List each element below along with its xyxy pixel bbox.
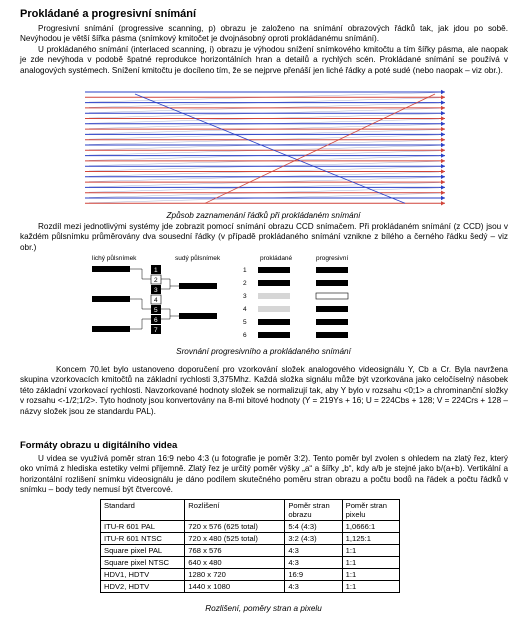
even-bar-1 bbox=[179, 283, 217, 289]
table-caption: Rozlišení, poměry stran a pixelu bbox=[205, 604, 322, 613]
table-cell: 1,0666:1 bbox=[342, 521, 399, 533]
paragraph-formats: U videa se využívá poměr stran 16:9 nebo 4:3 (u fotografie je poměr 3:2). Tento poměr byl zvolen s ohledem na zlatý řez, který oko vnímá z hlediska estetiky velmi příjemně. Zlatý řez je určitý poměr výšky „a“ a šířky „b“, kdy a/b je stejné jako b/(a+b). Vertikální a horizontální rozlišení snímku videosignálu je dáno podílem skutečného poměru stran obrazu a počtu bodů na řádek a počtu řádků v snímku – body tedy nemusí být čtvercové. bbox=[20, 454, 508, 495]
scan-line-arrow bbox=[441, 143, 445, 147]
scan-line-arrow bbox=[441, 106, 445, 110]
scan-line-arrow bbox=[441, 111, 445, 115]
cell-num-1: 1 bbox=[154, 267, 158, 274]
table-row bbox=[101, 557, 400, 569]
scan-line-arrow bbox=[441, 122, 445, 126]
table-header: Poměr stran pixelu bbox=[342, 500, 399, 521]
scan-line-arrow bbox=[441, 175, 445, 179]
scan-line-arrow bbox=[441, 138, 445, 142]
scan-line-arrow bbox=[441, 90, 445, 94]
table-row bbox=[101, 569, 400, 581]
table-cell: 768 x 576 bbox=[185, 545, 285, 557]
paragraph-interlaced: U prokládaného snímání (interlaced scanning, i) obrazu je výhodou snížení snímkového kmitočtu a tím šířky pásma, ale naopak je zde nevýhoda v podobě špatné reprodukce horizontálních hran a detailů a rychlých scén. Prokládané snímání se používá v analogových systémech. Snížení kmitočtu je docíleno tím, že se nejprve přenáší jen liché řádky a poté sudé (nebo naopak – viz obr.). bbox=[20, 45, 508, 75]
table-cell: 1440 x 1080 bbox=[185, 581, 285, 593]
label-even-field: sudý půlsnímek bbox=[175, 255, 221, 262]
figure2-caption: Srovnání progresivního a prokládaného snímání bbox=[176, 347, 351, 356]
section-title-scanning: Prokládané a progresivní snímání bbox=[20, 8, 197, 20]
interlaced-bars bbox=[258, 267, 290, 338]
table-header: Standard bbox=[101, 500, 185, 521]
table-cell: 5:4 (4:3) bbox=[285, 521, 342, 533]
table-row bbox=[101, 533, 400, 545]
table-cell: 1:1 bbox=[342, 581, 399, 593]
scan-line-arrow bbox=[441, 153, 445, 157]
table-cell: 16:9 bbox=[285, 569, 342, 581]
scan-lines bbox=[85, 90, 445, 206]
row-num-6: 6 bbox=[243, 332, 247, 339]
table-cell: 4:3 bbox=[285, 545, 342, 557]
row-num-1: 1 bbox=[243, 267, 247, 274]
table-cell: Square pixel PAL bbox=[101, 545, 185, 557]
cell-num-3: 3 bbox=[154, 287, 158, 294]
scan-line-arrow bbox=[441, 95, 445, 99]
comparison-figure bbox=[80, 252, 380, 348]
table-cell: 720 x 480 (525 total) bbox=[185, 533, 285, 545]
scan-line-arrow bbox=[441, 116, 445, 120]
table-cell: ITU-R 601 PAL bbox=[101, 521, 185, 533]
table-cell: 4:3 bbox=[285, 581, 342, 593]
table-row bbox=[101, 521, 400, 533]
table-cell: 1,125:1 bbox=[342, 533, 399, 545]
cell-num-7: 7 bbox=[154, 327, 158, 334]
odd-bar-1 bbox=[92, 266, 130, 272]
table-header: Rozlišení bbox=[185, 500, 285, 521]
odd-bar-2 bbox=[92, 296, 130, 302]
table-cell: HDV1, HDTV bbox=[101, 569, 185, 581]
scan-line-arrow bbox=[441, 201, 445, 205]
cell-num-2: 2 bbox=[154, 277, 158, 284]
interlace-figure bbox=[65, 86, 465, 212]
scan-line-arrow bbox=[441, 100, 445, 104]
scan-line-arrow bbox=[441, 164, 445, 168]
table-cell: 640 x 480 bbox=[185, 557, 285, 569]
cell-num-6: 6 bbox=[154, 317, 158, 324]
scan-line-arrow bbox=[441, 132, 445, 136]
table-cell: 3:2 (4:3) bbox=[285, 533, 342, 545]
scan-line-arrow bbox=[441, 196, 445, 200]
table-header-row bbox=[101, 500, 400, 521]
row-num-2: 2 bbox=[243, 280, 247, 287]
table-cell: 4:3 bbox=[285, 557, 342, 569]
scan-line-arrow bbox=[441, 185, 445, 189]
section-title-formats: Formáty obrazu u digitálního videa bbox=[20, 440, 178, 451]
row-num-4: 4 bbox=[243, 306, 247, 313]
table-cell: 1:1 bbox=[342, 545, 399, 557]
label-odd-field: lichý půlsnímek bbox=[92, 255, 137, 262]
table-cell: ITU-R 601 NTSC bbox=[101, 533, 185, 545]
row-num-5: 5 bbox=[243, 319, 247, 326]
paragraph-sampling: Koncem 70.let bylo ustanoveno doporučení pro vzorkování složek analogového videosignálu Y, Cb a Cr. Byla navržena skupina vzorkovacích kmitočtů na základní rychlosti 3,375Mhz. Každá složka signálu může být vzorkována jako celočíselný násobek této základní vzorkovací rychlosti. Navzorkované hodnoty složek se normalizují tak, aby Y bylo v rozsahu <0;1> a chrominanční složky v rozsahu <-1/2;1/2>. Tyto hodnoty jsou konvertovány na 8-mi bitové hodnoty (Y = 219Ys + 16; U = 224Cbs + 128; V = 224Crs + 128 – názvy složek jsou ze standardu PAL). bbox=[20, 365, 508, 416]
paragraph-progressive: Progresivní snímání (progressive scanning, p) obrazu je založeno na snímání obrazových řádků tak, jak jdou po sobě. Nevýhodou je větší šířka pásma (snímkový kmitočet je dvojnásobný oproti prokládanému snímání). bbox=[20, 24, 508, 44]
table-row bbox=[101, 545, 400, 557]
table-row bbox=[101, 581, 400, 593]
label-interlaced: prokládané bbox=[260, 255, 293, 262]
pixel-column bbox=[151, 265, 161, 334]
table-cell: 720 x 576 (625 total) bbox=[185, 521, 285, 533]
table-cell: 1:1 bbox=[342, 569, 399, 581]
cell-num-4: 4 bbox=[154, 297, 158, 304]
row-num-3: 3 bbox=[243, 293, 247, 300]
scan-line-arrow bbox=[441, 169, 445, 173]
even-bar-2 bbox=[179, 313, 217, 319]
scan-line-arrow bbox=[441, 191, 445, 195]
formats-table bbox=[100, 499, 400, 593]
table-cell: 1280 x 720 bbox=[185, 569, 285, 581]
cell-num-5: 5 bbox=[154, 307, 158, 314]
odd-bar-3 bbox=[92, 326, 130, 332]
paragraph-ccd: Rozdíl mezi jednotlivými systémy jde zobrazit pomocí snímání obrazu CCD snímačem. Při prokládaném snímání (z CCD) jsou v každém půlsnímku průměrovány dva sousední řádky (v případě prokládaného snímání vznikne z bílého a černého řádku šedý – viz obr.) bbox=[20, 222, 508, 252]
table-cell: HDV2, HDTV bbox=[101, 581, 185, 593]
progressive-bars bbox=[316, 267, 348, 338]
scan-line-arrow bbox=[441, 180, 445, 184]
scan-line-arrow bbox=[441, 148, 445, 152]
figure1-caption: Způsob zaznamenání řádků při prokládaném snímání bbox=[166, 211, 361, 220]
table-cell: 1:1 bbox=[342, 557, 399, 569]
table-header: Poměr stran obrazu bbox=[285, 500, 342, 521]
scan-line-arrow bbox=[441, 127, 445, 131]
scan-line-arrow bbox=[441, 159, 445, 163]
table-cell: Square pixel NTSC bbox=[101, 557, 185, 569]
label-progressive: progresivní bbox=[316, 255, 349, 262]
